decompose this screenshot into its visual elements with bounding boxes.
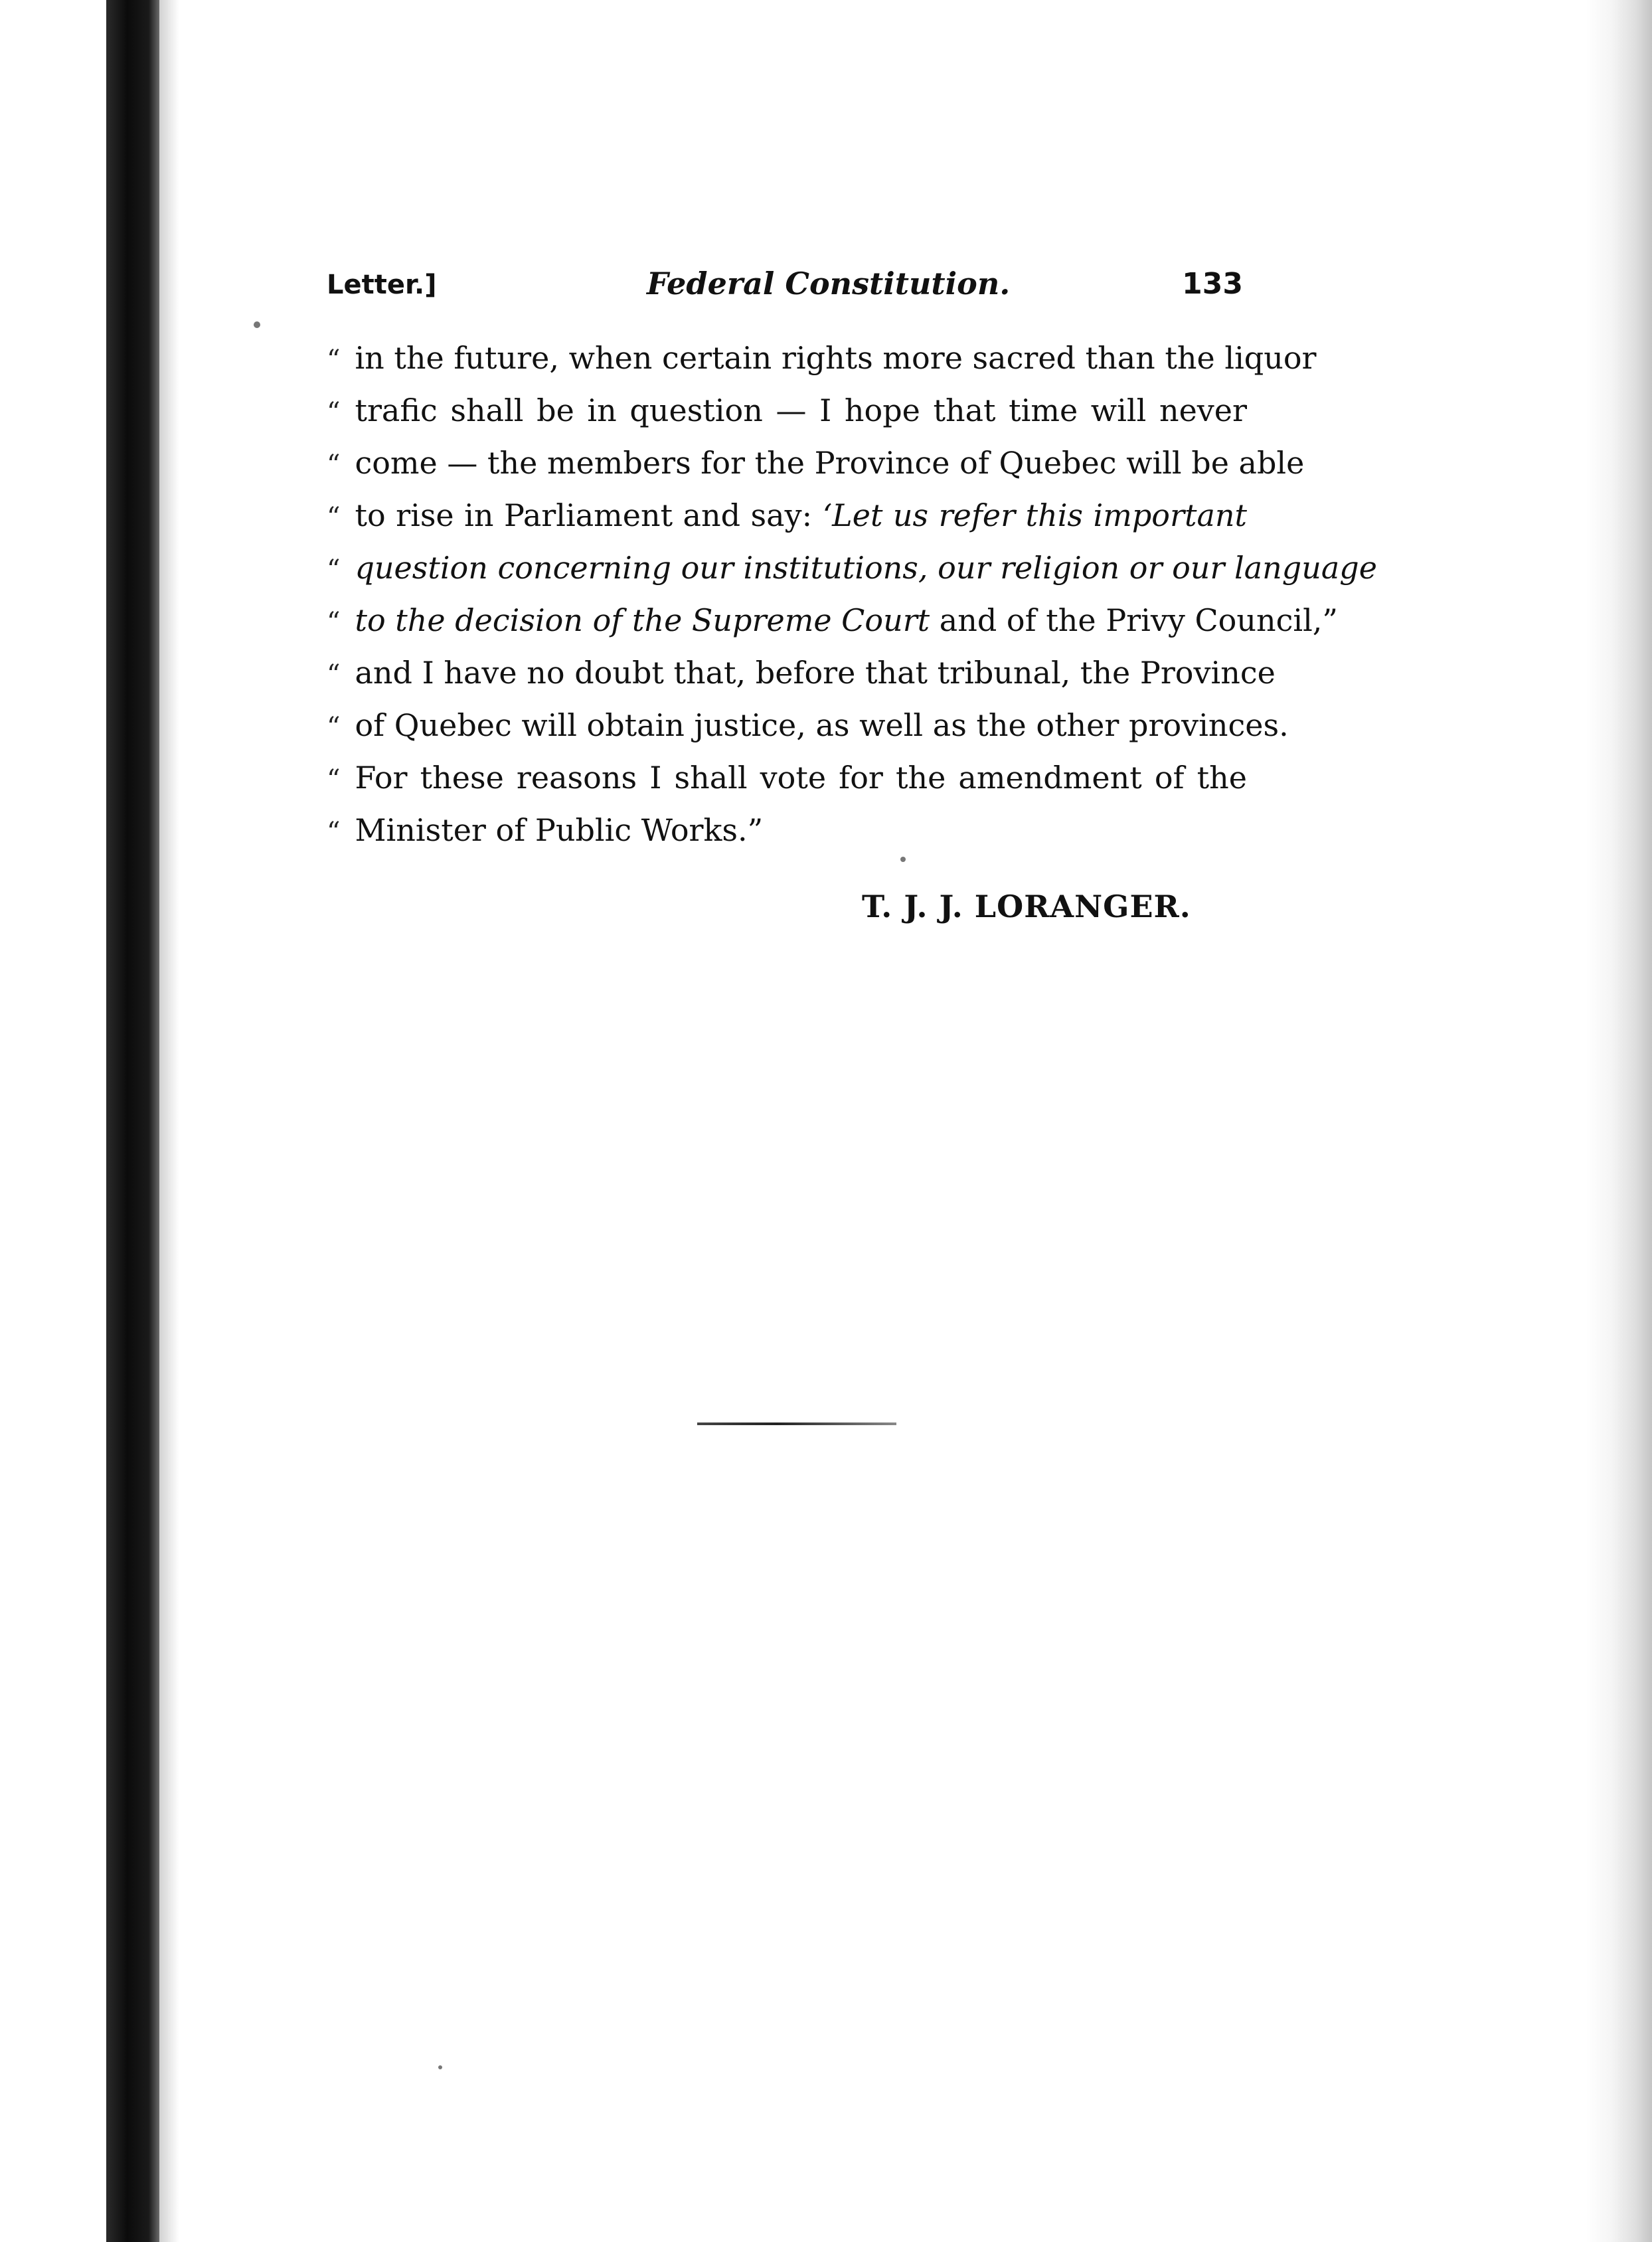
text-line	[327, 497, 1247, 550]
section-end-rule	[697, 1423, 896, 1425]
text-line	[327, 602, 1338, 655]
italic-segment: to the decision of the Supreme Court	[355, 602, 930, 638]
text-segment: For these reasons I shall vote for the amendment of the	[355, 760, 1247, 796]
text-segment: Minister of Public Works.”	[355, 812, 764, 848]
gutter-shadow	[159, 0, 179, 2242]
line-text	[355, 497, 1247, 533]
running-header	[327, 264, 1243, 311]
text-segment: and I have no doubt that, before that tribunal, the Province	[355, 655, 1276, 691]
line-text	[355, 340, 1316, 376]
header-title: Federal Constitution.	[647, 266, 1011, 302]
line-text	[355, 392, 1247, 428]
text-line	[327, 760, 1247, 812]
text-line	[327, 655, 1276, 707]
line-text	[355, 602, 1337, 638]
scan-speck	[438, 2065, 442, 2069]
quote-mark: “	[327, 764, 341, 795]
text-line	[327, 445, 1305, 497]
text-segment: come — the members for the Province of Quebec will be able	[355, 445, 1305, 481]
italic-segment: question concerning our institutions, our religion or our language	[355, 550, 1377, 586]
quote-mark: “	[327, 712, 341, 742]
quote-mark: “	[327, 607, 341, 638]
line-text	[355, 812, 1247, 848]
text-segment: and of the Privy Council,”	[930, 602, 1338, 638]
page-right-edge	[1612, 0, 1652, 2242]
text-line	[327, 550, 1377, 602]
quote-mark: “	[327, 450, 341, 480]
text-line	[327, 340, 1317, 392]
line-text	[355, 760, 1247, 796]
text-segment: to rise in Parliament and say:	[355, 497, 823, 533]
quote-mark: “	[327, 659, 341, 690]
quote-mark: “	[327, 555, 341, 585]
scan-speck	[254, 321, 260, 328]
line-text	[355, 707, 1288, 743]
text-segment: trafic shall be in question — I hope that time will never	[355, 392, 1247, 428]
quote-mark: “	[327, 502, 341, 533]
line-text	[355, 445, 1304, 481]
header-left-label: Letter.]	[327, 270, 437, 300]
text-line	[327, 392, 1247, 445]
page-number: 133	[1182, 267, 1243, 301]
italic-segment: ‘Let us refer this important	[822, 497, 1247, 533]
text-line	[327, 707, 1289, 760]
line-text	[355, 550, 1377, 586]
text-segment: of Quebec will obtain justice, as well as the other provinces.	[355, 707, 1289, 743]
quote-mark: “	[327, 345, 341, 375]
book-spine-shadow	[106, 0, 159, 2242]
quote-mark: “	[327, 817, 341, 847]
quote-mark: “	[327, 397, 341, 428]
text-line	[327, 812, 1247, 865]
letter-body	[327, 340, 1377, 865]
text-segment: in the future, when certain rights more sacred than the liquor	[355, 340, 1317, 376]
line-text	[355, 655, 1275, 691]
signature: T. J. J. LORANGER.	[862, 889, 1191, 924]
